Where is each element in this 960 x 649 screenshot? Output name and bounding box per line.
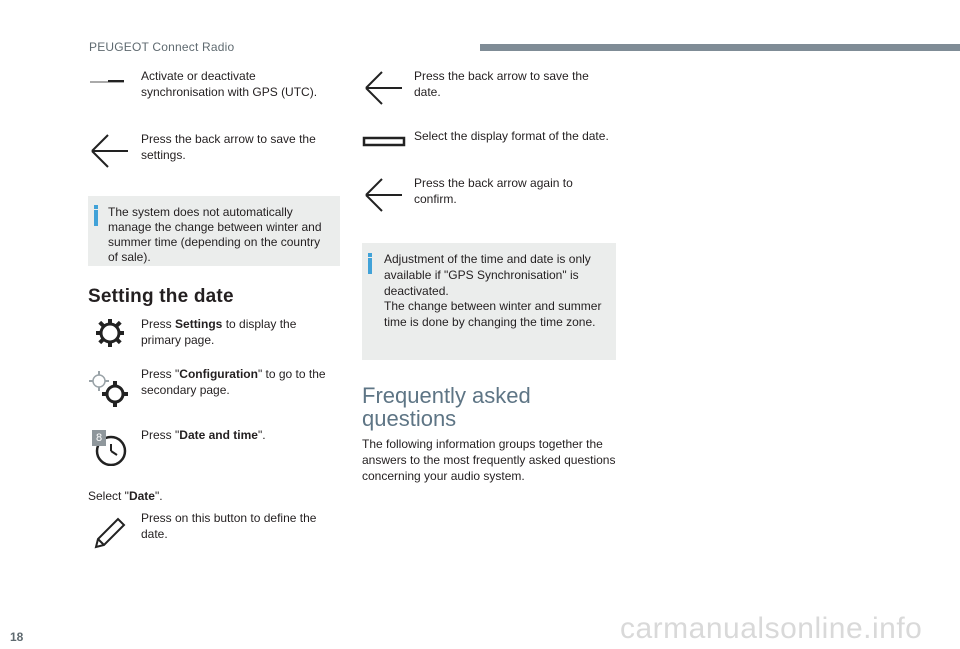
define-date-text: Press on this button to define the date. (141, 511, 317, 541)
note-info-dot (94, 205, 98, 209)
format-bar-icon (362, 136, 406, 148)
note-adjustment-line2: The change between winter and summer time is done by changing the time zone. (384, 299, 602, 329)
section-title: Setting the date (88, 286, 234, 307)
step-configuration-suffix: " to go to the secondary page. (141, 367, 326, 397)
pencil-icon (92, 516, 128, 550)
back-arrow-icon (362, 68, 404, 108)
step-date-time-bold: Date and time (179, 428, 258, 442)
faq-title-line2: questions (362, 406, 457, 431)
page-number: 18 (10, 630, 24, 644)
save-settings-text: Press the back arrow to save the settings. (141, 132, 316, 162)
save-date-text: Press the back arrow to save the date. (414, 69, 589, 99)
step-date-time-suffix: ". (257, 428, 266, 442)
clock-badge: 8 (92, 430, 106, 446)
select-date-suffix: ". (154, 489, 163, 503)
note-text-dst: The system does not automatically manage the change between winter and summer time (depending on the country of sale). (108, 205, 322, 264)
back-arrow-icon (362, 175, 404, 215)
step-configuration-bold: Configuration (179, 367, 258, 381)
faq-intro-text: The following information groups together the answers to the most frequently asked questions concerning your audio system. (362, 437, 616, 483)
double-gear-icon (88, 370, 130, 410)
note-box-dst (88, 196, 340, 266)
step-settings-prefix: Press (141, 317, 176, 331)
gear-icon (94, 317, 126, 349)
step-settings-suffix: to display the primary page. (141, 317, 297, 347)
step-settings (141, 316, 331, 348)
step-configuration-prefix: Press " (141, 367, 180, 381)
note-box-adjustment (362, 243, 616, 360)
clock-icon (92, 430, 128, 466)
select-date-prefix: Select " (88, 489, 129, 503)
back-arrow-icon (88, 131, 130, 171)
faq-title-line1: Frequently asked (362, 383, 531, 408)
toggle-line-icon (88, 70, 128, 90)
watermark: carmanualsonline.info (620, 612, 923, 645)
running-header (89, 38, 469, 54)
step-settings-bold: Settings (175, 317, 223, 331)
note-info-bar (368, 258, 372, 274)
step-date-and-time (141, 427, 331, 443)
header-title: PEUGEOT Connect Radio (89, 40, 235, 54)
note-adjustment-line1: Adjustment of the time and date is only available if "GPS Synchronisation" is deactivated. (384, 252, 591, 298)
confirm-text: Press the back arrow again to confirm. (414, 176, 573, 206)
step-configuration (141, 366, 331, 398)
select-date-bold: Date (128, 489, 155, 503)
gps-sync-text: Activate or deactivate synchronisation with GPS (UTC). (141, 69, 318, 99)
step-date-time-prefix: Press " (141, 428, 180, 442)
select-date-line (88, 488, 288, 504)
note-info-dot (368, 253, 372, 257)
note-info-bar (94, 210, 98, 226)
header-rule (480, 44, 960, 51)
date-format-text: Select the display format of the date. (414, 129, 609, 143)
